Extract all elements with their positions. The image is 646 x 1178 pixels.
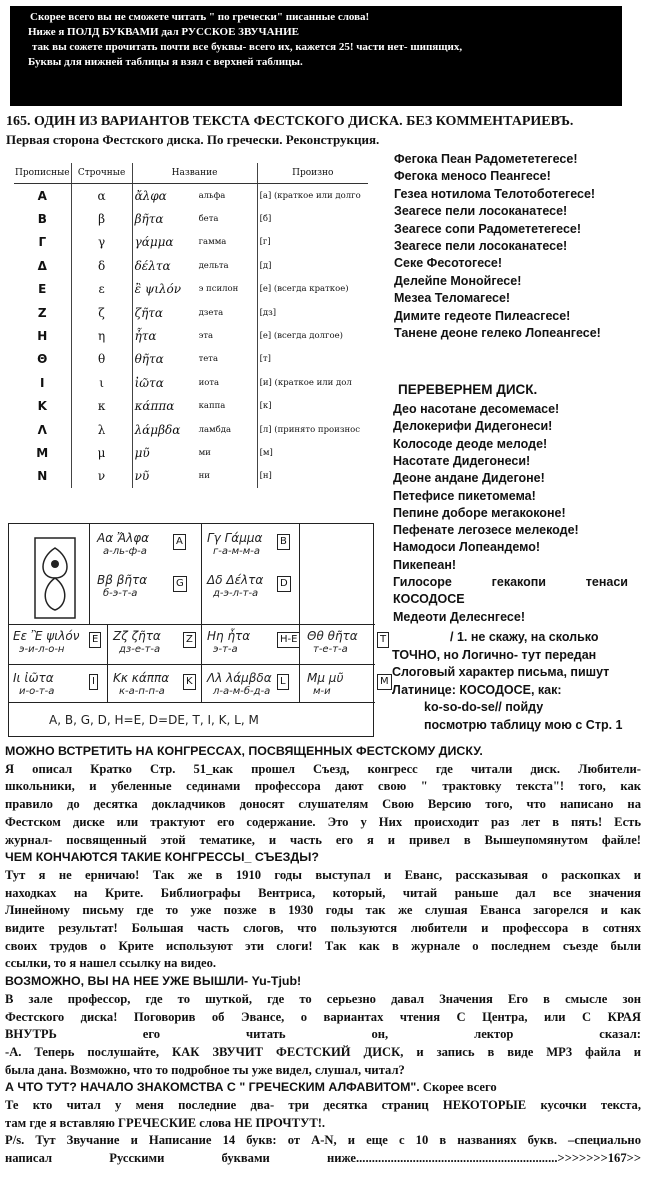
list-item: Слоговый характер письма, пишут <box>392 665 610 679</box>
sketch-letter-tag: T <box>377 632 389 648</box>
sketch-greek-word: Hη ἦτα <box>207 629 251 643</box>
text-line: Тут я не ерничаю! Так же в 1910 годы выступал и Еванс, рассказывая о раскопках и <box>5 867 641 882</box>
table-row <box>14 231 368 254</box>
russian-name: гамма <box>198 237 227 248</box>
russian-name: ни <box>198 471 210 482</box>
lowercase-letter: δ <box>71 254 132 277</box>
russian-name: дзета <box>198 307 224 318</box>
list-item: Фегока Пеан Радомететегесе! <box>394 152 578 166</box>
sketch-greek-word: Λλ λάμβδα <box>207 671 272 685</box>
section-heading: МОЖНО ВСТРЕТИТЬ НА КОНГРЕССАХ, ПОСВЯЩЕННЫХ ФЕСТСКОМУ ДИСКУ. <box>5 744 483 758</box>
russian-name: э псилон <box>198 284 239 295</box>
sketch-letter-tag: M <box>377 674 392 690</box>
list-item: Зеагесе пели лосоканатесе! <box>394 239 568 253</box>
list-item: Секе Фесотогесе! <box>394 256 503 271</box>
greek-name: ἦτα <box>132 324 197 347</box>
sketch-reading: э-и-л-о-н <box>19 644 65 655</box>
text-line: своих трудов о Крите используют эти слоги! Так как в журнале о последнем съезде были <box>5 938 641 953</box>
list-item: Колосоде деоде мелоде! <box>393 436 548 451</box>
sketch-letter-tag: G <box>173 576 187 592</box>
list-item: Део насотане десомемасе! <box>393 402 560 416</box>
greek-name: ἒ ψιλόν <box>132 278 197 301</box>
list-item: Танене деоне гелеко Лопеангесе! <box>394 326 601 340</box>
handwritten-alphabet-sketch <box>8 523 389 737</box>
note-line: Скорее всего вы не сможете читать " по гречески" писанные слова! <box>30 11 370 23</box>
russian-name: эта <box>198 331 214 342</box>
greek-name: ἰῶτα <box>132 371 197 394</box>
text-line: Те кто читал у меня последние два- три десятка страниц НЕКОТОРЫЕ кусочки текста, <box>5 1098 641 1113</box>
text-line: ссылки, то я нашел ссылку на видео. <box>5 956 217 971</box>
sketch-greek-word: Eε Ἒ ψιλόν <box>13 629 80 643</box>
sketch-reading: т-е-т-а <box>313 644 348 655</box>
table-row <box>14 348 368 371</box>
greek-name: δέλτα <box>132 254 197 277</box>
text-line: написал Русскими буквами ниже................................................................>>>>>>>167>> <box>5 1151 641 1166</box>
pronunciation: [м] <box>257 441 368 464</box>
sketch-reading: а-ль-ф-а <box>103 546 147 557</box>
pronunciation: [т] <box>257 348 368 371</box>
capital-letter: Θ <box>37 352 48 367</box>
table-row <box>14 418 368 441</box>
table-row <box>14 254 368 277</box>
text-line: -А. Теперь послушайте, КАК ЗВУЧИТ ФЕСТСКИЙ ДИСК, и запись в виде MP3 файла и <box>5 1044 641 1059</box>
page-heading: 165. ОДИН ИЗ ВАРИАНТОВ ТЕКСТА ФЕСТСКОГО ДИСКА. БЕЗ КОММЕНТАРИЕВЪ. <box>6 114 574 129</box>
sketch-greek-word: Θθ θῆτα <box>307 629 358 643</box>
list-item: Мезеа Теломагесе! <box>394 291 511 306</box>
table-row <box>14 465 368 488</box>
sketch-reading: м-и <box>313 686 331 697</box>
note-line: Ниже я ПОЛД БУКВАМИ дал РУССКОЕ ЗВУЧАНИЕ <box>28 26 299 38</box>
table-row <box>14 324 368 347</box>
list-item: Пефенате легозесе мелекоде! <box>393 523 579 538</box>
list-item: ТОЧНО, но Логично- тут передан <box>392 647 597 662</box>
russian-name: ми <box>198 447 211 458</box>
russian-name: ламбда <box>198 424 232 435</box>
russian-name: каппа <box>198 401 226 412</box>
sketch-greek-word: Aα Ἄλφα <box>97 531 150 545</box>
capital-letter: Α <box>37 188 47 203</box>
list-item: КОСОДОСЕ <box>393 592 465 607</box>
capital-letter: Δ <box>37 258 47 273</box>
article-body <box>5 743 641 1168</box>
sketch-reading: дз-е-т-а <box>119 644 161 655</box>
sketch-greek-word: Kκ κάππα <box>113 671 170 685</box>
text-line: Я описал Кратко Стр. 51_как прошел Съезд, конгресс где читали диск. Любители- <box>5 761 641 776</box>
text-line: была дана. Возможно, что то подробное ты уже видел, слушал, читал? <box>5 1062 405 1077</box>
note-line: так вы сожете прочитать почти все буквы- всего их, кажется 25! части нет- шипящих, <box>32 41 463 53</box>
col-header-lowercase: Строчные <box>71 163 132 184</box>
text-line: Фестского диска! Поговорив об Эвансе, о вариантах чтения С Центра, или С КРАЯ <box>5 1009 641 1024</box>
list-item: Пепине доборе мегакоконе! <box>393 505 566 520</box>
greek-name: μῦ <box>132 441 197 464</box>
russian-name: дельта <box>198 260 229 271</box>
list-item: Делейпе Монойгесе! <box>394 273 522 288</box>
sketch-greek-word: Δδ Δέλτα <box>207 573 264 587</box>
section-heading: А ЧТО ТУТ? НАЧАЛО ЗНАКОМСТВА С " ГРЕЧЕСКИМ АЛФАВИТОМ". <box>5 1080 420 1095</box>
table-row <box>14 395 368 418</box>
sketch-letter-tag: L <box>277 674 289 690</box>
list-item: Делокерифи Дидегонеси! <box>393 419 553 434</box>
list-item: Деоне андане Дидегоне! <box>393 471 545 486</box>
table-header-row <box>14 163 368 184</box>
text-line: ВНУТРЬ его читать он, лектор сказал: <box>5 1027 641 1042</box>
table-row <box>14 278 368 301</box>
col-header-pronunciation: Произно <box>257 163 368 184</box>
capital-letter: Β <box>37 212 47 227</box>
pronunciation: [дз] <box>257 301 368 324</box>
lowercase-letter: λ <box>71 418 132 441</box>
table-row <box>14 441 368 464</box>
text-line: видите результат! Большая часть слогов, что пользуются любители и профессора в сотнях <box>5 921 641 936</box>
ornament-icon <box>31 534 79 622</box>
russian-name: бета <box>198 214 219 225</box>
capital-letter: Ε <box>38 282 47 297</box>
sketch-letter-tag: K <box>183 674 196 690</box>
capital-letter: Λ <box>37 422 47 437</box>
sketch-reading: л-а-м-б-д-а <box>213 686 271 697</box>
sketch-reading: к-а-п-п-а <box>119 686 165 697</box>
lowercase-letter: ι <box>71 371 132 394</box>
pronunciation: [д] <box>257 254 368 277</box>
sketch-letter-tag: A <box>173 534 186 550</box>
list-item: посмотрю таблицу мою с Стр. 1 <box>424 717 623 732</box>
lowercase-letter: θ <box>71 348 132 371</box>
list-item: Петефисе пикетомема! <box>393 488 536 503</box>
sketch-greek-word: Iι ἰῶτα <box>13 671 54 685</box>
lowercase-letter: μ <box>71 441 132 464</box>
alphabet-table <box>14 163 368 488</box>
pronunciation: [л] (принято произнос <box>257 418 368 441</box>
lowercase-letter: β <box>71 207 132 230</box>
text-line: находках на Крите. Библиографы Вентриса, который, читай раньше дал все значения <box>5 885 641 900</box>
section-heading: ВОЗМОЖНО, ВЫ НА НЕЕ УЖЕ ВЫШЛИ- Yu-Tjub! <box>5 974 302 989</box>
sketch-letter-tag: H-E <box>277 632 300 648</box>
sketch-letter-tag: I <box>89 674 98 690</box>
pronunciation: [г] <box>257 231 368 254</box>
lowercase-letter: γ <box>71 231 132 254</box>
greek-name: βῆτα <box>132 207 197 230</box>
col-header-name: Название <box>132 163 257 184</box>
sketch-reading: э-т-а <box>213 644 238 655</box>
pronunciation: [б] <box>257 207 368 230</box>
capital-letter: Η <box>37 329 48 344</box>
text-line: там где я вставляю ГРЕЧЕСКИЕ слова НЕ ПРОЧТУТ!. <box>5 1115 326 1130</box>
list-item: Фегока меносо Пеангесе! <box>394 169 551 184</box>
capital-letter: Ν <box>37 469 48 484</box>
lowercase-letter: ε <box>71 278 132 301</box>
greek-name: γάμμα <box>132 231 197 254</box>
sketch-letter-tag: D <box>277 576 291 592</box>
list-item: Латинице: КОСОДОСЕ, как: <box>392 682 562 697</box>
pronunciation: [и] (краткое или дол <box>257 371 368 394</box>
text-line: Линейному письму где то уже позже в 1930 годы так же слушая Еванса загорелся и как <box>5 903 641 918</box>
list-item: Димите гедеоте Пилеасгесе! <box>394 308 571 323</box>
pronunciation: [н] <box>257 465 368 488</box>
capital-letter: Ι <box>40 375 45 390</box>
capital-letter: Γ <box>38 235 47 250</box>
section-heading: ЧЕМ КОНЧАЮТСЯ ТАКИЕ КОНГРЕССЫ_ СЪЕЗДЫ? <box>5 850 319 865</box>
sketch-footer: A, B, G, D, H=E, D=DE, T, I, K, L, M <box>49 713 259 727</box>
list-item: Гезеа нотилома Телотоботегесе! <box>394 186 596 201</box>
table-row <box>14 371 368 394</box>
sketch-letter-tag: E <box>89 632 101 648</box>
note-line: Буквы для нижней таблицы я взял с верхней таблицы. <box>28 56 303 68</box>
sketch-letter-tag: Z <box>183 632 196 648</box>
sketch-reading: б-э-т-а <box>103 588 138 599</box>
greek-name: ἄλφα <box>132 184 197 208</box>
list-item: Гилосоре гекакопи тенаси <box>393 575 628 589</box>
pronunciation: [е] (всегда долгое) <box>257 324 368 347</box>
table-row <box>14 207 368 230</box>
section-heading-inline <box>5 1079 641 1097</box>
greek-name: κάππα <box>132 395 197 418</box>
note-box <box>10 6 622 106</box>
list-item: / 1. не скажу, на сколько <box>450 630 599 644</box>
list-item: Пикепеан! <box>393 557 457 572</box>
list-item: Зеагесе пели лосоканатесе! <box>394 204 568 219</box>
capital-letter: Μ <box>36 445 49 460</box>
russian-name: тета <box>198 354 219 365</box>
table-row <box>14 301 368 324</box>
page-subheading: Первая сторона Фестского диска. По гречески. Реконструкция. <box>6 132 380 147</box>
russian-name: иота <box>198 377 220 388</box>
russian-name: альфа <box>198 190 226 201</box>
sketch-reading: д-э-л-т-а <box>213 588 259 599</box>
lowercase-letter: ν <box>71 465 132 488</box>
sketch-greek-word: Mμ μῦ <box>307 671 344 685</box>
list-item: Намодоси Лопеандемо! <box>393 540 541 555</box>
greek-name: λάμβδα <box>132 418 197 441</box>
text-line: Фестском диске или трактуют его содержание. Это у Них происходит раз лет в пять! Есть <box>5 814 641 829</box>
list-item: ko-so-do-se// пойду <box>424 700 544 714</box>
pronunciation: [а] (краткое или долго <box>257 184 368 208</box>
pronunciation: [к] <box>257 395 368 418</box>
list-item: Насотате Дидегонеси! <box>393 453 531 468</box>
list-item: Медеоти Делеснгесе! <box>393 609 525 624</box>
sketch-reading: и-о-т-а <box>19 686 55 697</box>
sketch-greek-word: Bβ βῆτα <box>97 573 148 587</box>
sketch-greek-word: Γγ Γάμμα <box>207 531 263 545</box>
list-item: Зеагесе сопи Радомететегесе! <box>394 221 582 236</box>
sketch-greek-word: Zζ ζῆτα <box>113 629 161 643</box>
sketch-letter-tag: B <box>277 534 290 550</box>
lowercase-letter: κ <box>71 395 132 418</box>
greek-name: νῦ <box>132 465 197 488</box>
greek-name: ζῆτα <box>132 301 197 324</box>
lowercase-letter: ζ <box>71 301 132 324</box>
greek-name: θῆτα <box>132 348 197 371</box>
text-line: P/s. Тут Звучание и Написание 14 букв: от A-N, и еще с 10 в названиях букв. –специально <box>5 1133 641 1148</box>
text-line: школьники, и убеленные сединами профессора дают свою " трактовку текста"! того, как <box>5 779 641 794</box>
table-row <box>14 184 368 208</box>
capital-letter: Ζ <box>37 305 47 320</box>
text-line: правило до десятка докладчиков доносят слушателям Свою Версию того, что написано на <box>5 797 641 812</box>
heading-tail: Скорее всего <box>419 1080 497 1095</box>
capital-letter: Κ <box>37 399 47 414</box>
pronunciation: [е] (всегда краткое) <box>257 278 368 301</box>
lowercase-letter: α <box>71 184 132 208</box>
text-line: В зале профессор, где то шуткой, где то серьезно давал Значения Его в смысле зон <box>5 991 641 1006</box>
sketch-reading: г-а-м-м-а <box>213 546 261 557</box>
flip-heading: ПЕРЕВЕРНЕМ ДИСК. <box>398 382 538 397</box>
text-line: журнал- посвященный этой тематике, и часть его я и привел в Вышеупомянутом файле! <box>5 832 641 847</box>
lowercase-letter: η <box>71 324 132 347</box>
col-header-capitals: Прописные <box>14 163 71 184</box>
